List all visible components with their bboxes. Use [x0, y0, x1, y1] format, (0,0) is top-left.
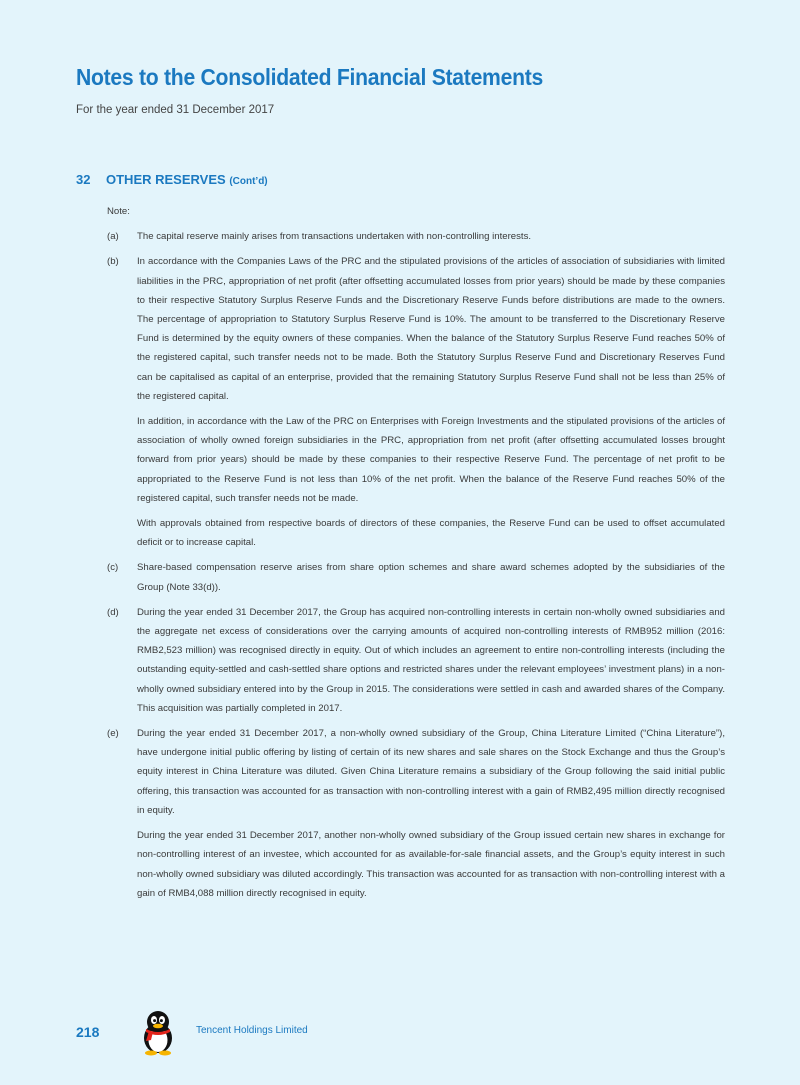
note-item-d: [107, 603, 725, 718]
note-item-e: [107, 724, 725, 903]
section-continued-label: (Cont’d): [229, 176, 268, 187]
note-marker: (d): [107, 606, 119, 618]
section-heading: [76, 172, 268, 187]
note-item-c: [107, 558, 725, 596]
note-paragraph: During the year ended 31 December 2017, another non-wholly owned subsidiary of the Group issued certain new shares in exchange for non-controlling interest of an investee, which accounted for as available-for-sale financial assets, and the Group’s equity interest in such non-wholly owned subsidiary was diluted accordingly. This transaction was accounted for as transaction with non-controlling interest with a gain of RMB4,088 million directly recognised in equity.: [137, 830, 725, 899]
note-marker: (c): [107, 562, 119, 574]
note-paragraph: The capital reserve mainly arises from transactions undertaken with non-controlling interests.: [137, 231, 532, 243]
note-paragraph: In addition, in accordance with the Law of the PRC on Enterprises with Foreign Investments and the stipulated provisions of the articles of association of wholly owned foreign subsidiaries in the PRC, appropriation from net profit (after offsetting accumulated losses brought forward from prior years) should be made by these companies to their respective Reserve Fund. The percentage of net profit to be appropriated to the Reserve Fund is not less than 10% of the net profit. When the balance of the Reserve Fund reaches 50% of the registered capital, such transfer needs not be made.: [137, 416, 725, 504]
note-body: [137, 252, 725, 552]
page-subtitle: For the year ended 31 December 2017: [76, 104, 275, 116]
note-body: [137, 724, 725, 903]
notes-content: [107, 202, 725, 909]
note-body: [137, 603, 725, 718]
note-marker: (a): [107, 231, 119, 243]
section-number: 32: [76, 172, 91, 187]
penguin-logo-icon: [140, 1010, 176, 1056]
page-number: 218: [76, 1024, 100, 1040]
section-title: OTHER RESERVES: [106, 172, 226, 187]
page-footer: [76, 1010, 476, 1060]
note-paragraph: Share-based compensation reserve arises from share option schemes and share award schemes adopted by the subsidiaries of the Group (Note 33(d)).: [137, 562, 725, 593]
note-body: [137, 227, 725, 246]
page-title: Notes to the Consolidated Financial Statements: [76, 64, 544, 90]
note-paragraph: With approvals obtained from respective boards of directors of these companies, the Reserve Fund can be used to offset accumulated deficit or to increase capital.: [137, 518, 725, 549]
note-paragraph: During the year ended 31 December 2017, a non-wholly owned subsidiary of the Group, China Literature Limited (“China Literature”), have undergone initial public offering by listing of certain of its new shares and sale shares on the Stock Exchange and thus the Group’s equity interest in China Literature was diluted. Given China Literature remains a subsidiary of the Group following the said initial public offering, this transaction was accounted for as transaction with non-controlling interest with a gain of RMB2,495 million directly recognised in equity.: [137, 728, 725, 816]
note-paragraph: In accordance with the Companies Laws of the PRC and the stipulated provisions of the articles of association of subsidiaries with limited liabilities in the PRC, appropriation of net profit (after offsetting accumulated losses from prior years) should be made by these companies to their respective Statutory Surplus Reserve Funds and the Discretionary Reserve Funds before distributions are made to the owners. The percentage of appropriation to Statutory Surplus Reserve Fund is 10%. The amount to be transferred to the Discretionary Reserve Fund is determined by the equity owners of these companies. When the balance of the Statutory Surplus Reserve Fund reaches 50% of the registered capital, such transfer needs not to be made. Both the Statutory Surplus Reserve Fund and Discretionary Reserves Fund can be capitalised as capital of an enterprise, provided that the remaining Statutory Surplus Reserve Fund shall not be less than 25% of the registered capital.: [137, 256, 725, 402]
note-paragraph: During the year ended 31 December 2017, the Group has acquired non-controlling interests in certain non-wholly owned subsidiaries and the aggregate net excess of considerations over the carrying amounts of acquired non-controlling interests of RMB952 million (2016: RMB2,523 million) was recognised directly in equity. Out of which includes an agreement to entire non-controlling interests (including the outstanding equity-settled and cash-settled share options and restricted shares under the relevant employees’ investment plans) in a non-wholly owned subsidiary entered into by the Group in 2015. The considerations were settled in cash and awarded shares of the Company. This acquisition was partially completed in 2017.: [137, 606, 725, 714]
note-label: Note:: [107, 206, 130, 217]
note-marker: (b): [107, 256, 119, 268]
note-item-b: [107, 252, 725, 552]
company-name: Tencent Holdings Limited: [196, 1025, 308, 1036]
note-body: [137, 558, 725, 596]
note-item-a: [107, 227, 725, 246]
note-marker: (e): [107, 728, 119, 740]
